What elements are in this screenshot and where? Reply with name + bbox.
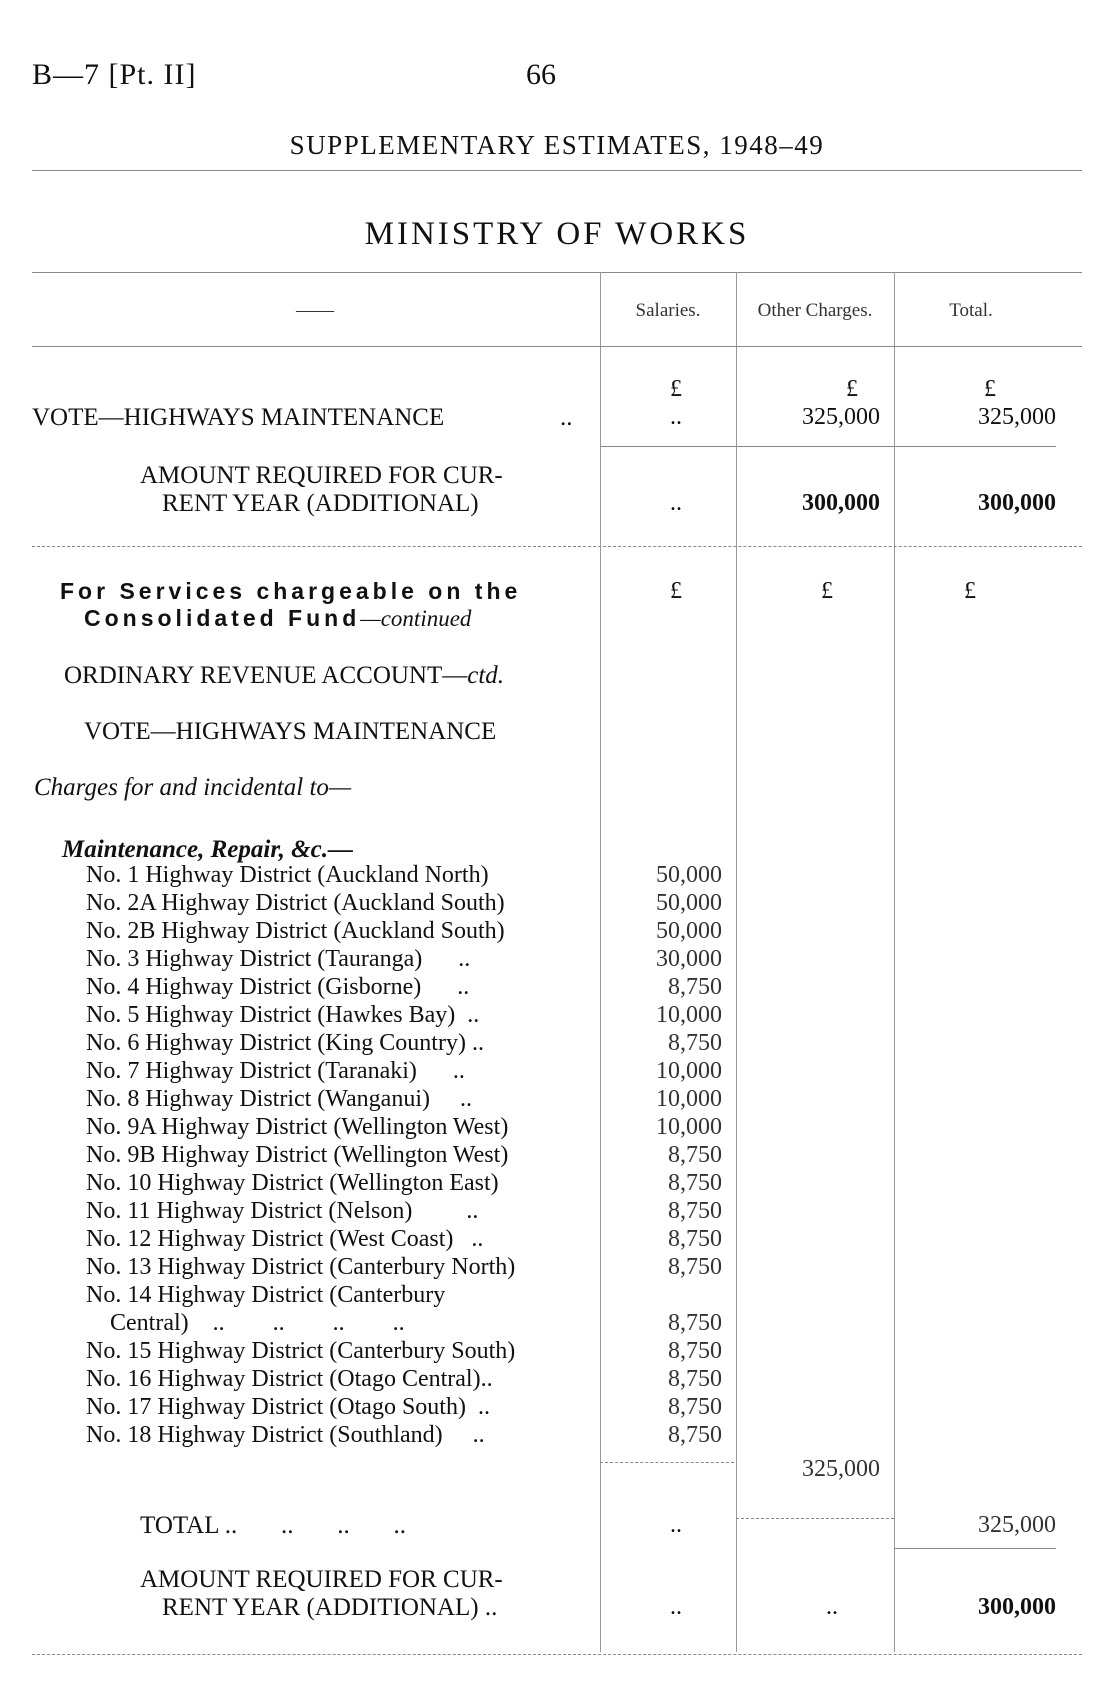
district-row-salary: 10,000	[656, 1058, 722, 1084]
district-row-label: No. 12 Highway District (West Coast) ..	[86, 1226, 484, 1252]
district-row-label: No. 5 Highway District (Hawkes Bay) ..	[86, 1002, 480, 1028]
district-row-salary: 50,000	[656, 890, 722, 916]
document-reference: B—7 [Pt. II]	[32, 58, 197, 91]
charges-heading: Charges for and incidental to—	[34, 774, 352, 801]
district-row-label: No. 17 Highway District (Otago South) ..	[86, 1394, 490, 1420]
detail-currency-other: £	[821, 578, 833, 604]
summary-currency-total: £	[984, 376, 996, 402]
district-row-label: No. 9B Highway District (Wellington West)	[86, 1142, 509, 1168]
detail-amount-line2: RENT YEAR (ADDITIONAL) ..	[162, 1594, 498, 1621]
summary-mid-rule	[600, 446, 1056, 447]
detail-amount-line1: AMOUNT REQUIRED FOR CUR-	[140, 1566, 503, 1593]
summary-amount-line2: RENT YEAR (ADDITIONAL)	[162, 490, 479, 517]
services-heading-continued: —continued	[360, 606, 472, 631]
ordinary-revenue-heading	[64, 662, 504, 690]
district-row-salary: 8,750	[668, 1310, 722, 1336]
ministry-heading: MINISTRY OF WORKS	[364, 216, 750, 252]
district-row-salary: 8,750	[668, 1422, 722, 1448]
district-row-label: No. 3 Highway District (Tauranga) ..	[86, 946, 471, 972]
detail-amount-other-charges: ..	[826, 1594, 838, 1620]
district-row-salary: 50,000	[656, 918, 722, 944]
summary-amount-line1: AMOUNT REQUIRED FOR CUR-	[140, 462, 503, 489]
column-divider-total	[894, 272, 895, 1652]
total-salaries: ..	[670, 1512, 682, 1538]
title-rule	[32, 170, 1082, 171]
district-row-label: Central) .. .. .. ..	[86, 1310, 405, 1336]
district-row-label: No. 7 Highway District (Taranaki) ..	[86, 1058, 465, 1084]
column-header-blank: ——	[296, 300, 334, 321]
district-row-label: No. 14 Highway District (Canterbury	[86, 1282, 446, 1308]
district-row-salary: 8,750	[668, 1030, 722, 1056]
document-title: SUPPLEMENTARY ESTIMATES, 1948–49	[289, 130, 825, 160]
page-number: 66	[526, 58, 556, 91]
column-header-total: Total.	[949, 300, 993, 321]
summary-vote-salaries: ..	[670, 404, 682, 430]
district-row-salary: 10,000	[656, 1086, 722, 1112]
total-bottom-rule	[894, 1548, 1056, 1549]
district-row-salary: 8,750	[668, 1170, 722, 1196]
services-heading-fund: Consolidated Fund	[84, 605, 361, 631]
page-bottom-rule	[32, 1654, 1082, 1655]
district-row-label: No. 9A Highway District (Wellington West)	[86, 1114, 509, 1140]
column-header-salaries: Salaries.	[635, 300, 701, 321]
district-row-salary: 10,000	[656, 1002, 722, 1028]
district-row-salary: 8,750	[668, 974, 722, 1000]
summary-vote-label: VOTE—HIGHWAYS MAINTENANCE	[32, 404, 445, 431]
table-top-rule	[32, 272, 1082, 273]
services-heading-line1: For Services chargeable on the	[60, 578, 522, 604]
district-row-salary: 8,750	[668, 1226, 722, 1252]
district-row-label: No. 10 Highway District (Wellington East)	[86, 1170, 499, 1196]
header-bottom-rule	[32, 346, 1082, 347]
column-divider-other	[736, 272, 737, 1652]
summary-currency-salaries: £	[670, 376, 682, 402]
district-row-label: No. 6 Highway District (King Country) ..	[86, 1030, 484, 1056]
district-row-salary: 50,000	[656, 862, 722, 888]
district-row-salary: 30,000	[656, 946, 722, 972]
district-row-salary: 8,750	[668, 1366, 722, 1392]
district-row-label: No. 15 Highway District (Canterbury South)	[86, 1338, 516, 1364]
detail-amount-salaries: ..	[670, 1594, 682, 1620]
section-divider-rule	[32, 546, 1082, 547]
summary-currency-other: £	[846, 376, 858, 402]
column-header-other-charges: Other Charges.	[757, 300, 873, 321]
summary-amount-salaries: ..	[670, 490, 682, 516]
district-row-label: No. 16 Highway District (Otago Central)..	[86, 1366, 493, 1392]
district-row-label: No. 2B Highway District (Auckland South)	[86, 918, 505, 944]
salaries-subtotal-rule	[600, 1462, 734, 1463]
district-row-label: No. 13 Highway District (Canterbury North)	[86, 1254, 516, 1280]
maintenance-heading: Maintenance, Repair, &c.—	[62, 836, 353, 863]
district-row-salary: 8,750	[668, 1198, 722, 1224]
summary-vote-other-charges: 325,000	[802, 404, 880, 430]
summary-amount-other-charges: 300,000	[802, 490, 880, 516]
summary-vote-leader: ..	[560, 404, 573, 431]
total-total: 325,000	[978, 1512, 1056, 1538]
detail-amount-total: 300,000	[978, 1594, 1056, 1620]
district-row-label: No. 4 Highway District (Gisborne) ..	[86, 974, 470, 1000]
district-row-salary: 8,750	[668, 1254, 722, 1280]
total-label: TOTAL .. .. .. ..	[140, 1512, 407, 1539]
district-row-label: No. 18 Highway District (Southland) ..	[86, 1422, 485, 1448]
district-row-label: No. 11 Highway District (Nelson) ..	[86, 1198, 479, 1224]
district-row-salary: 8,750	[668, 1142, 722, 1168]
subtotal-other-charges: 325,000	[802, 1456, 880, 1482]
services-heading-line2	[84, 605, 471, 632]
detail-vote-heading: VOTE—HIGHWAYS MAINTENANCE	[84, 718, 497, 745]
other-charges-total-rule	[736, 1518, 894, 1519]
district-row-label: No. 1 Highway District (Auckland North)	[86, 862, 489, 888]
district-row-label: No. 2A Highway District (Auckland South)	[86, 890, 505, 916]
summary-vote-total: 325,000	[978, 404, 1056, 430]
district-row-salary: 8,750	[668, 1394, 722, 1420]
summary-amount-total: 300,000	[978, 490, 1056, 516]
detail-currency-salaries: £	[670, 578, 682, 604]
district-row-label: No. 8 Highway District (Wanganui) ..	[86, 1086, 472, 1112]
district-row-salary: 8,750	[668, 1338, 722, 1364]
detail-currency-total: £	[964, 578, 976, 604]
district-row-salary: 10,000	[656, 1114, 722, 1140]
ordinary-revenue-ctd: ctd.	[467, 662, 505, 689]
ordinary-revenue-label: ORDINARY REVENUE ACCOUNT—	[64, 662, 468, 689]
